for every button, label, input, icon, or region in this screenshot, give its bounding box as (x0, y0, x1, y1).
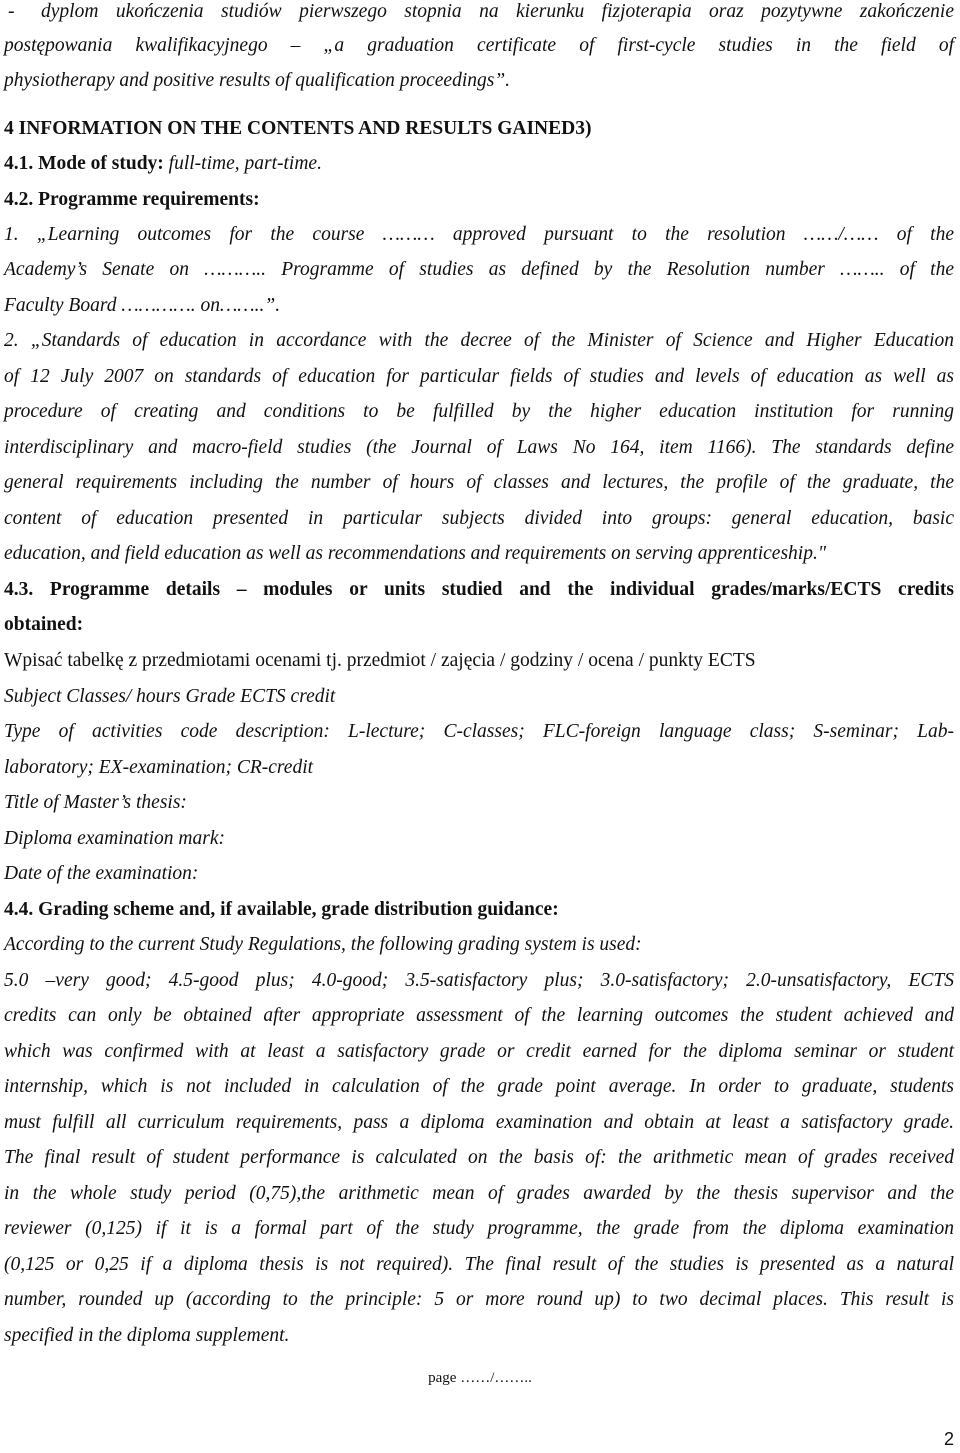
programme-details-heading-1: 4.3. Programme details – modules or units studied and the individual grades/marks/ECTS credits (4, 579, 954, 600)
requirement-2-line-1: 2. „Standards of education in accordance with the decree of the Minister of Science and Higher Education (4, 330, 954, 351)
section-4-heading: 4 INFORMATION ON THE CONTENTS AND RESULTS GAINED3) (4, 118, 592, 139)
grading-line-3: which was confirmed with at least a satisfactory grade or credit earned for the diploma seminar or student (4, 1041, 954, 1062)
requirement-2-line-6: content of education presented in particular subjects divided into groups: general education, basic (4, 508, 954, 529)
programme-requirements-heading: 4.2. Programme requirements: (4, 189, 260, 210)
grading-line-2: credits can only be obtained after appropriate assessment of the learning outcomes the student achieved and (4, 1005, 954, 1026)
grading-line-5: must fulfill all curriculum requirements, pass a diploma examination and obtain at least a satisfactory grade. (4, 1112, 954, 1133)
programme-details-heading-2: obtained: (4, 614, 84, 635)
requirement-2-line-2: of 12 July 2007 on standards of education for particular fields of studies and levels of education as well as (4, 366, 954, 387)
requirement-2-line-7: education, and field education as well as recommendations and requirements on serving apprenticeship." (4, 543, 827, 564)
requirement-2-line-5: general requirements including the number of hours of classes and lectures, the profile of the graduate, the (4, 472, 954, 493)
grading-line-10: number, rounded up (according to the principle: 5 or more round up) to two decimal places. This result is (4, 1289, 954, 1310)
exam-mark-label: Diploma examination mark: (4, 828, 225, 849)
line-text: dyplom ukończenia studiów pierwszego stopnia na kierunku fizjoterapia oraz pozytywne zakończenie (41, 1, 954, 22)
thesis-title-label: Title of Master’s thesis: (4, 792, 187, 813)
requirement-2-line-4: interdisciplinary and macro-field studies (the Journal of Laws No 164, item 1166). The standards define (4, 437, 954, 458)
grading-line-6: The final result of student performance is calculated on the basis of: the arithmetic mean of grades received (4, 1147, 954, 1168)
page-marker: page ……/…….. (428, 1370, 532, 1386)
list-dash: - (8, 1, 15, 22)
exam-date-label: Date of the examination: (4, 863, 199, 884)
grading-line-8: reviewer (0,125) if it is a formal part of the study programme, the grade from the diploma examination (4, 1218, 954, 1239)
grading-line-11: specified in the diploma supplement. (4, 1325, 290, 1346)
qualification-line-1 (4, 0, 954, 30)
mode-of-study (4, 146, 954, 182)
activity-codes-line-1: Type of activities code description: L-lecture; C-classes; FLC-foreign language class; S-seminar; Lab- (4, 721, 954, 742)
mode-of-study-value: full-time, part-time. (168, 153, 322, 174)
mode-of-study-label: 4.1. Mode of study: (4, 153, 169, 174)
table-instruction: Wpisać tabelkę z przedmiotami ocenami tj. przedmiot / zajęcia / godziny / ocena / punkty ECTS (4, 650, 756, 671)
requirement-2-line-3: procedure of creating and conditions to be fulfilled by the higher education institution for running (4, 401, 954, 422)
table-columns: Subject Classes/ hours Grade ECTS credit (4, 686, 336, 707)
requirement-1-line-3: Faculty Board …………. on……..”. (4, 295, 281, 316)
grading-line-7: in the whole study period (0,75),the arithmetic mean of grades awarded by the thesis supervisor and the (4, 1183, 954, 1204)
qualification-line-2: postępowania kwalifikacyjnego – „a graduation certificate of first-cycle studies in the field of (4, 35, 954, 56)
requirement-1-line-2: Academy’s Senate on ……….. Programme of studies as defined by the Resolution number …….. of the (4, 259, 954, 280)
requirement-1-line-1: 1. „Learning outcomes for the course ……… approved pursuant to the resolution ……/…… of the (4, 224, 954, 245)
grading-intro: According to the current Study Regulations, the following grading system is used: (4, 934, 642, 955)
grading-scheme-heading: 4.4. Grading scheme and, if available, grade distribution guidance: (4, 899, 559, 920)
activity-codes-line-2: laboratory; EX-examination; CR-credit (4, 757, 314, 778)
grading-line-4: internship, which is not included in calculation of the grade point average. In order to graduate, students (4, 1076, 954, 1097)
page-number: 2 (943, 1429, 954, 1449)
grading-line-1: 5.0 –very good; 4.5-good plus; 4.0-good; 3.5-satisfactory plus; 3.0-satisfactory; 2.0-unsatisfactory, ECTS (4, 970, 954, 991)
qualification-line-3: physiotherapy and positive results of qualification proceedings”. (4, 70, 511, 91)
grading-line-9: (0,125 or 0,25 if a diploma thesis is not required). The final result of the studies is presented as a natural (4, 1254, 954, 1275)
